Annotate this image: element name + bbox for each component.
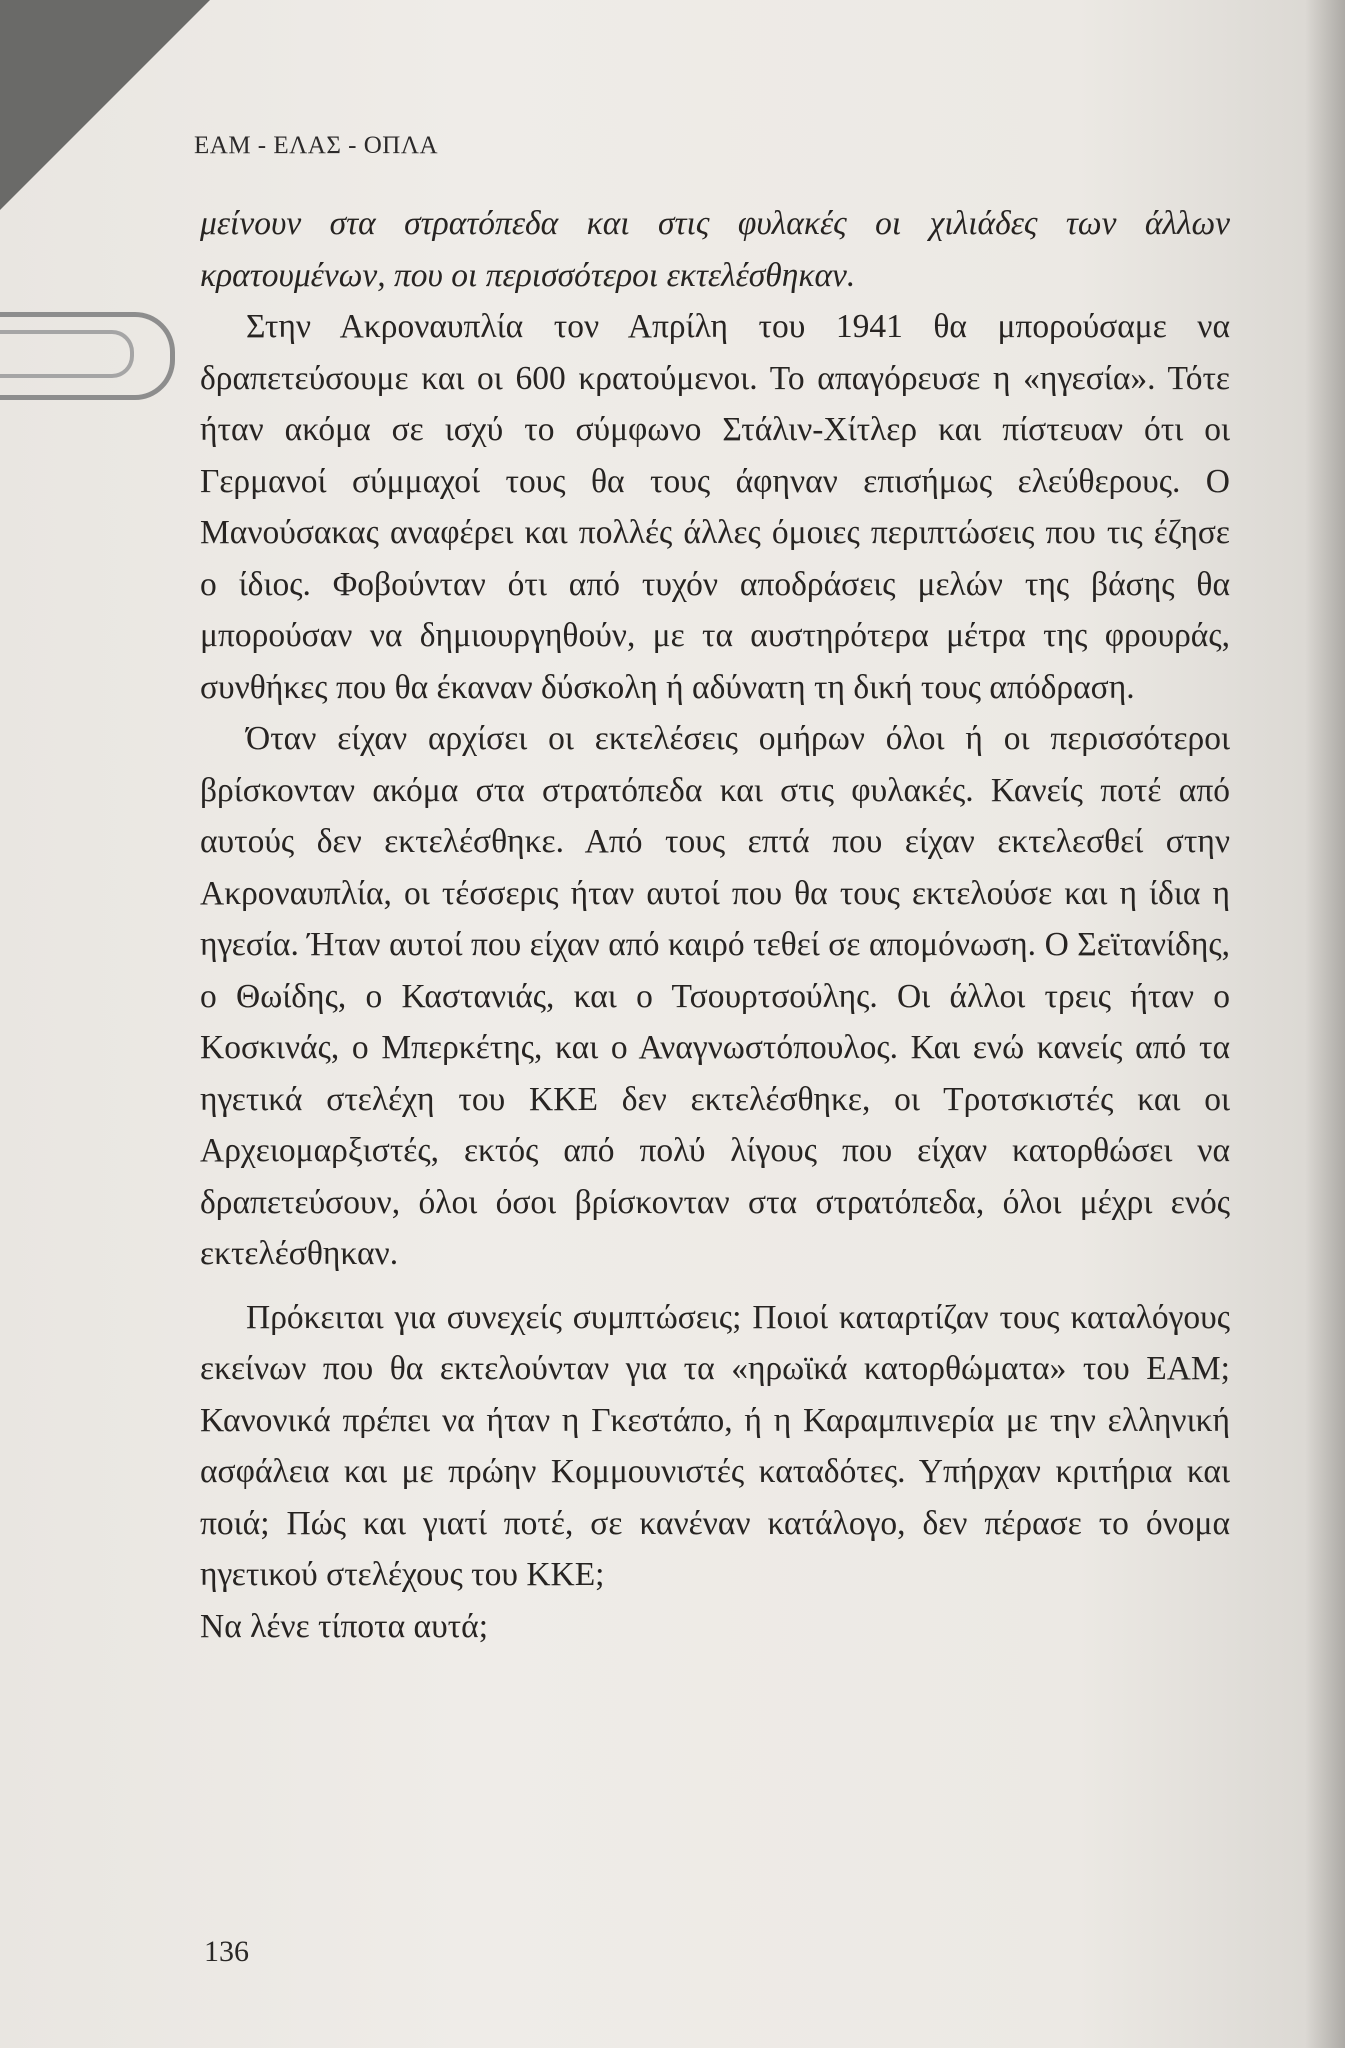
paper-clip-inner-loop (0, 330, 134, 378)
page-edge-shadow (1305, 0, 1345, 2048)
running-header: ΕΑΜ - ΕΛΑΣ - ΟΠΛΑ (194, 132, 438, 159)
paragraph-continued: μείνουν στα στρατόπεδα και στις φυλακές οι χιλιάδες των άλλων κρατουμένων, που οι περισσότεροι εκτελέσθηκαν. (200, 205, 1230, 294)
paragraph: Πρόκειται για συνεχείς συμπτώσεις; Ποιοί καταρτίζαν τους καταλόγους εκείνων που θα εκτελούνταν για τα «ηρωϊκά κατορθώματα» του ΕΑΜ; Κανονικά πρέπει να ήταν η Γκεστάπο, ή η Καραμπινερία με την ελληνική ασφάλεια και με πρώην Κομμουνιστές καταδότες. Υπήρχαν κριτήρια και ποιά; Πώς και γιατί ποτέ, σε κανέναν κατάλογο, δεν πέρασε το όνομα ηγετικού στελέχους του ΚΚΕ; (200, 1298, 1230, 1593)
page-body-text (200, 198, 1230, 1652)
paragraph-closing-question: Να λένε τίποτα αυτά; (200, 1607, 489, 1645)
page-number: 136 (204, 1935, 249, 1968)
folded-corner (0, 0, 210, 210)
paragraph: Όταν είχαν αρχίσει οι εκτελέσεις ομήρων όλοι ή οι περισσότεροι βρίσκονταν ακόμα στα στρατόπεδα και στις φυλακές. Κανείς ποτέ από αυτούς δεν εκτελέσθηκε. Από τους επτά που είχαν εκτελεσθεί στην Ακροναυπλία, οι τέσσερις ήταν αυτοί που θα τους εκτελούσε και η ίδια η ηγεσία. Ήταν αυτοί που είχαν από καιρό τεθεί σε απομόνωση. Ο Σεϊτανίδης, ο Θωίδης, ο Καστανιάς, και ο Τσουρτσούλης. Οι άλλοι τρεις ήταν ο Κοσκινάς, ο Μπερκέτης, και ο Αναγνωστόπουλος. Και ενώ κανείς από τα ηγετικά στελέχη του ΚΚΕ δεν εκτελέσθηκε, οι Τροτσκιστές και οι Αρχειομαρξιστές, εκτός από πολύ λίγους που είχαν κατορθώσει να δραπετεύσουν, όλοι όσοι βρίσκονταν στα στρατόπεδα, όλοι μέχρι ενός εκτελέσθηκαν. (200, 720, 1230, 1272)
paragraph: Στην Ακροναυπλία τον Απρίλη του 1941 θα μπορούσαμε να δραπετεύσουμε και οι 600 κρατούμενοι. Το απαγόρευσε η «ηγεσία». Τότε ήταν ακόμα σε ισχύ το σύμφωνο Στάλιν-Χίτλερ και πίστευαν ότι οι Γερμανοί σύμμαχοί τους θα τους άφηναν επισήμως ελεύθερους. Ο Μανούσακας αναφέρει και πολλές άλλες όμοιες περιπτώσεις που τις έζησε ο ίδιος. Φοβούνταν ότι από τυχόν αποδράσεις μελών της βάσης θα μπορούσαν να δημιουργηθούν, με τα αυστηρότερα μέτρα της φρουράς, συνθήκες που θα έκαναν δύσκολη ή αδύνατη τη δική τους απόδραση. (200, 308, 1230, 706)
